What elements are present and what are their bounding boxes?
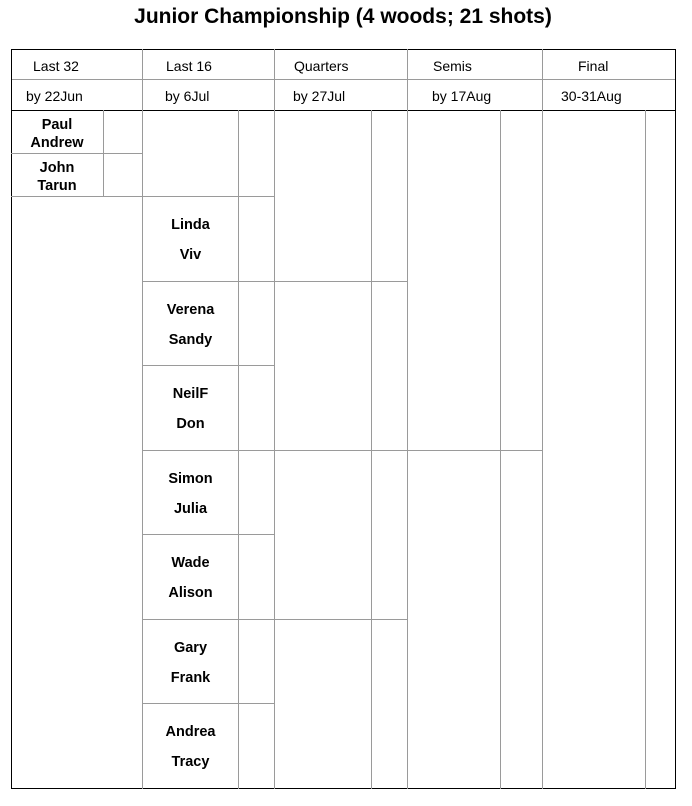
row-divider: [142, 281, 274, 282]
player-name: NeilF: [172, 386, 209, 402]
column-divider: [407, 49, 408, 789]
player-name: Verena: [166, 302, 215, 318]
round-deadline: by 17Aug: [432, 88, 492, 104]
table-bottom-border: [11, 788, 676, 789]
player-name: John: [39, 160, 75, 176]
player-name: Frank: [170, 670, 211, 686]
player-name: Don: [176, 416, 205, 432]
round-name-last-16: Last 16: [166, 58, 212, 74]
player-name: Alison: [168, 585, 213, 601]
row-divider: [142, 196, 274, 197]
round-deadline: 30-31Aug: [561, 88, 622, 104]
last16-match-cell[interactable]: [143, 379, 238, 439]
round-name-last-32: Last 32: [33, 58, 79, 74]
player-name: Simon: [168, 471, 213, 487]
column-divider: [274, 49, 275, 789]
last16-match-cell[interactable]: [143, 633, 238, 693]
last16-match-cell[interactable]: [143, 548, 238, 608]
round-name-final: Final: [578, 58, 609, 74]
player-name: Sandy: [168, 332, 213, 348]
score-divider: [645, 110, 646, 789]
player-name: Gary: [173, 640, 208, 656]
header-bottom-border: [11, 110, 676, 111]
table-top-border: [11, 49, 676, 50]
last32-player-cell[interactable]: [12, 116, 102, 152]
header-divider: [11, 79, 676, 80]
row-divider: [142, 365, 274, 366]
round-deadline: by 22Jun: [26, 88, 83, 104]
row-divider: [407, 450, 542, 451]
player-name: Wade: [171, 555, 210, 571]
last16-match-cell[interactable]: [143, 717, 238, 777]
row-divider: [274, 450, 407, 451]
player-name: Viv: [179, 247, 202, 263]
row-divider: [142, 619, 274, 620]
player-name: Tracy: [171, 754, 210, 770]
last32-player-cell[interactable]: [12, 159, 102, 195]
player-name: Paul: [41, 117, 73, 133]
row-divider: [142, 534, 274, 535]
row-divider: [274, 619, 407, 620]
last16-match-cell[interactable]: [143, 295, 238, 355]
row-divider: [142, 450, 274, 451]
player-name: Andrea: [165, 724, 216, 740]
table-right-border: [675, 49, 676, 789]
row-divider: [11, 196, 142, 197]
last16-match-cell[interactable]: [143, 210, 238, 270]
row-divider: [274, 281, 407, 282]
last16-match-cell[interactable]: [143, 464, 238, 524]
column-divider: [542, 49, 543, 789]
round-name-semis: Semis: [433, 58, 472, 74]
page-title: Junior Championship (4 woods; 21 shots): [134, 5, 552, 28]
row-divider: [11, 153, 142, 154]
row-divider: [142, 703, 274, 704]
round-name-quarters: Quarters: [294, 58, 349, 74]
player-name: Linda: [171, 217, 210, 233]
player-name: Andrew: [30, 135, 84, 151]
round-deadline: by 27Jul: [293, 88, 346, 104]
player-name: Julia: [173, 501, 208, 517]
round-deadline: by 6Jul: [165, 88, 210, 104]
player-name: Tarun: [37, 178, 77, 194]
